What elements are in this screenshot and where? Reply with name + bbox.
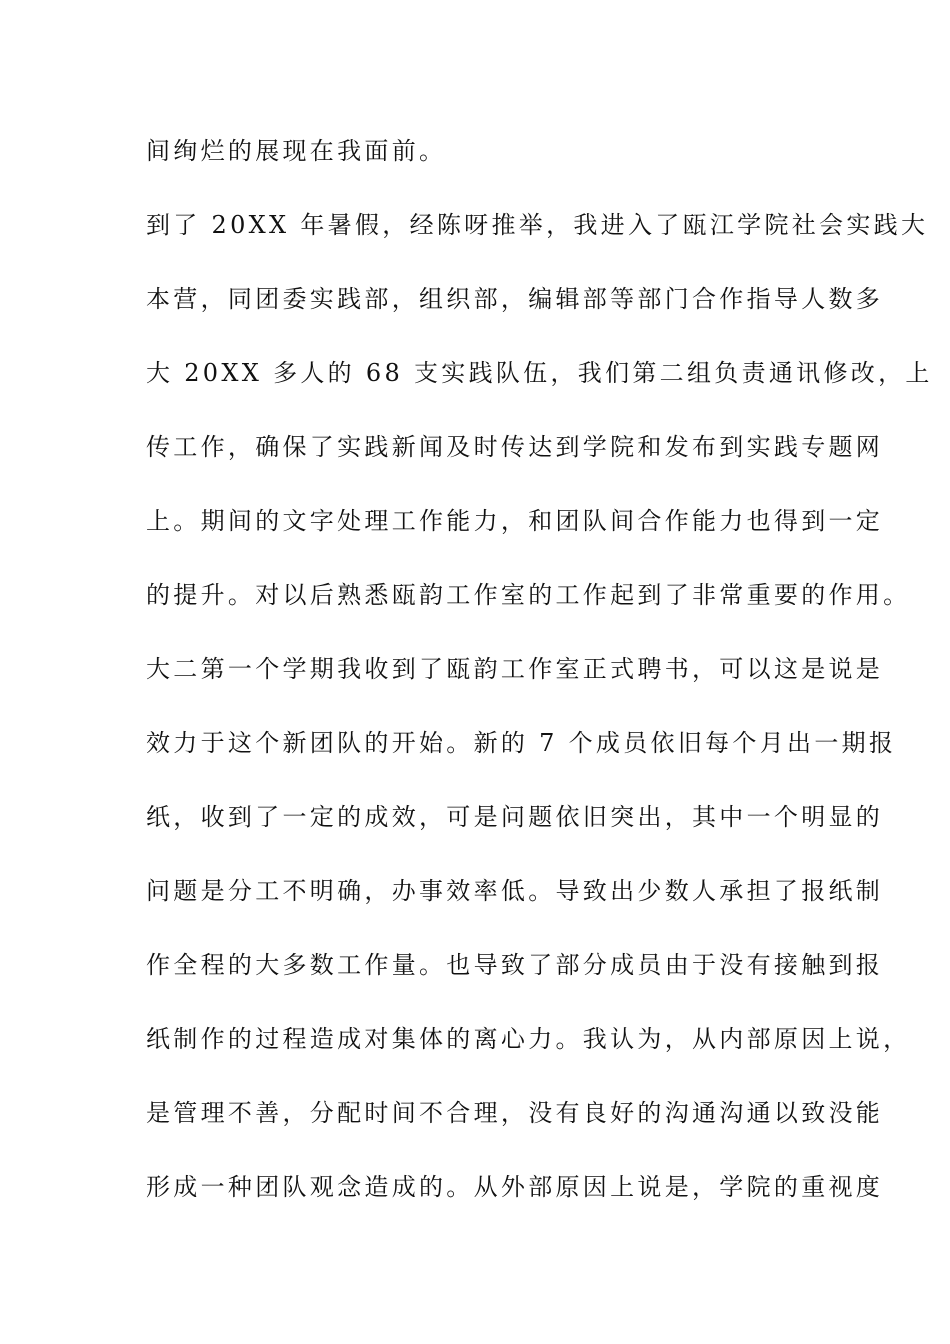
text-line: 传工作，确保了实践新闻及时传达到学院和发布到实践专题网 bbox=[146, 433, 884, 461]
text-line: 本营，同团委实践部，组织部，编辑部等部门合作指导人数多 bbox=[146, 285, 884, 313]
text-line: 效力于这个新团队的开始。新的 7 个成员依旧每个月出一期报 bbox=[146, 729, 897, 757]
text-line: 大 20XX 多人的 68 支实践队伍，我们第二组负责通讯修改，上 bbox=[146, 359, 933, 387]
text-line: 纸制作的过程造成对集体的离心力。我认为，从内部原因上说， bbox=[146, 1025, 911, 1053]
text-line: 问题是分工不明确，办事效率低。导致出少数人承担了报纸制 bbox=[146, 877, 884, 905]
text-line: 上。期间的文字处理工作能力，和团队间合作能力也得到一定 bbox=[146, 507, 884, 535]
text-line: 大二第一个学期我收到了瓯韵工作室正式聘书，可以这是说是 bbox=[146, 655, 884, 683]
text-line: 纸，收到了一定的成效，可是问题依旧突出，其中一个明显的 bbox=[146, 803, 884, 831]
text-line: 间绚烂的展现在我面前。 bbox=[146, 137, 447, 165]
text-line: 形成一种团队观念造成的。从外部原因上说是，学院的重视度 bbox=[146, 1173, 884, 1201]
body-text bbox=[146, 131, 933, 1241]
text-line: 的提升。对以后熟悉瓯韵工作室的工作起到了非常重要的作用。 bbox=[146, 581, 911, 609]
text-line: 作全程的大多数工作量。也导致了部分成员由于没有接触到报 bbox=[146, 951, 884, 979]
text-line: 到了 20XX 年暑假，经陈呀推举，我进入了瓯江学院社会实践大 bbox=[146, 211, 929, 239]
text-line: 是管理不善，分配时间不合理，没有良好的沟通沟通以致没能 bbox=[146, 1099, 884, 1127]
